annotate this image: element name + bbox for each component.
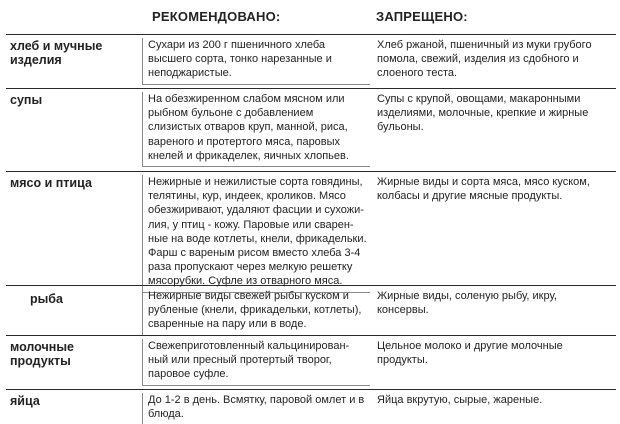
recommended-cell: На обезжиренном слабом мясном или рыбном бульоне с добавлением слизистых отваров круп, манной, риса, вареного и протертого мяса, паровых кнелей и фрикаделек, яичных хлопьев. [142,92,370,167]
recommended-cell: До 1-2 в день. Всмятку, паровой омлет и в блюда. [142,393,370,424]
table-row-fish [6,285,616,334]
recommended-cell: Свежеприготовленный кальцинирован- ный или пресный протертый творог, паровое суфле. [142,339,370,386]
recommended-header: РЕКОМЕНДОВАНО: [152,9,281,24]
category-label: яйца [10,394,40,408]
table-row-eggs [6,389,616,424]
forbidden-header: ЗАПРЕЩЕНО: [376,9,468,24]
category-label: мясо и птица [10,176,92,190]
forbidden-cell: Хлеб ржаной, пшеничный из муки грубого помола, свежий, изделия из сдобного и слоеного теста. [377,39,592,80]
category-label: рыба [30,292,63,306]
table-row-soups [6,88,616,169]
recommended-cell: Нежирные виды свежей рыбы куском и рубленые (кнели, фрикадельки, котлеты), сваренные на пару или в воде. [142,289,370,336]
recommended-cell: Нежирные и нежилистые сорта говядины, телятины, кур, индеек, кроликов. Мясо обезжиривают, удаляют фасции и сухожи- лия, у птиц - кожу. Паровые или сварен- ные на воде котлеты, кнели, фрикадельки. Фарш с вареным рисом вместо хлеба 3-4 раза пропускают через мелкую решетку мясорубки. Суфле из отварного мяса. [142,175,370,293]
forbidden-cell: Жирные виды, соленую рыбу, икру, консервы. [377,290,557,317]
table-row-meat [6,171,616,286]
forbidden-cell: Яйца вкрутую, сырые, жареные. [377,394,543,406]
category-label: супы [10,93,43,107]
table-header [0,0,620,34]
table-row-bread [6,34,616,87]
category-label: хлеб и мучные изделия [10,39,103,67]
category-label: молочные продукты [10,340,74,368]
forbidden-cell: Супы с крупой, овощами, макаронными изделиями, молочные, крепкие и жирные бульоны. [377,93,589,134]
forbidden-cell: Жирные виды и сорта мяса, мясо куском, колбасы и другие мясные продукты. [377,176,590,203]
recommended-cell: Сухари из 200 г пшеничного хлеба высшего сорта, тонко нарезанные и неподжаристые. [142,38,370,85]
table-row-dairy [6,335,616,388]
forbidden-cell: Цельное молоко и другие молочные продукты. [377,340,563,367]
